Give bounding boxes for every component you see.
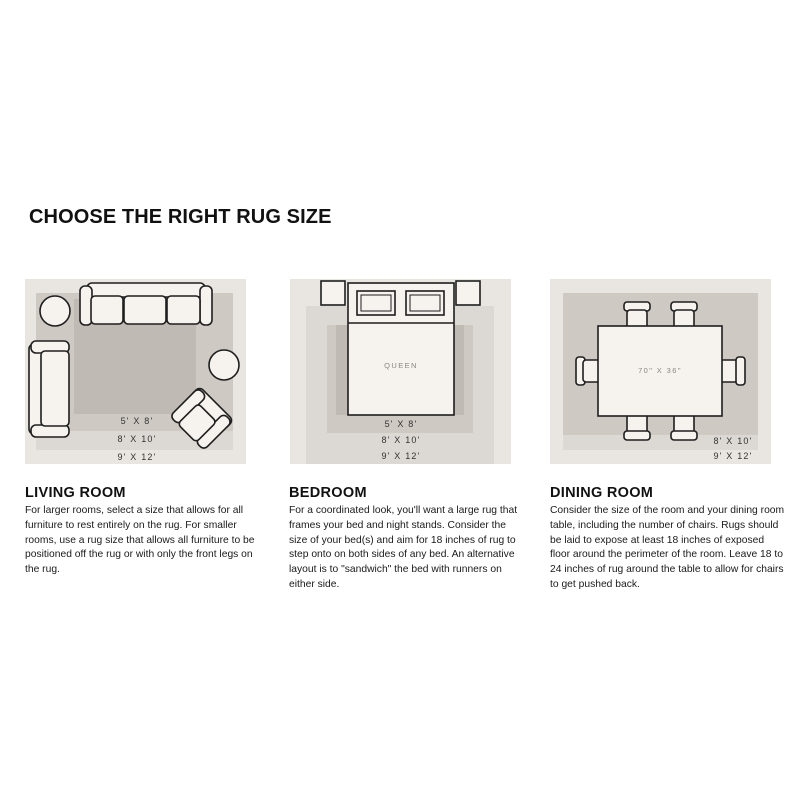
page-title: CHOOSE THE RIGHT RUG SIZE (29, 206, 332, 228)
size-label-5x8: 5' X 8' (384, 419, 418, 429)
bed-icon (348, 283, 454, 415)
living-room-heading: LIVING ROOM (25, 485, 126, 501)
nightstand-icon (456, 281, 480, 305)
size-label-9x12: 9' X 12' (381, 451, 421, 461)
bedroom-diagram (290, 279, 511, 464)
bedroom-description: For a coordinated look, you'll want a large rug that frames your bed and night stands. Consider the size of your bed(s) and aim for 18 inches of rug to step onto on both sides of any bed. An alternative layout is to "sandwich" the bed with runners on either side. (289, 505, 518, 590)
bedroom-heading: BEDROOM (289, 485, 367, 501)
bed-size-label: QUEEN (384, 361, 418, 370)
dining-room-section (550, 484, 786, 593)
dining-room-diagram (550, 279, 771, 464)
size-label-9x12: 9' X 12' (117, 452, 157, 462)
dining-room-floorplan (550, 279, 771, 464)
size-label-8x10: 8' X 10' (381, 435, 421, 445)
loveseat-icon (29, 341, 69, 437)
bedroom-floorplan (290, 279, 511, 464)
chair-icon (720, 357, 745, 385)
bedroom-section (289, 484, 525, 593)
size-label-8x10: 8' X 10' (713, 436, 753, 446)
living-room-description: For larger rooms, select a size that allows for all furniture to rest entirely on the rug. For smaller rooms, use a rug size that allows all furniture to be positioned off the rug or with only the front legs on the rug. (25, 505, 255, 576)
side-table-icon (40, 296, 70, 326)
living-room-diagram (25, 279, 246, 464)
living-room-floorplan (25, 279, 246, 464)
chair-icon (671, 414, 697, 440)
dining-room-description: Consider the size of the room and your dining room table, including the number of chairs. Rugs should be laid to expose at least 18 inches of exposed floor around the perimeter of the room. Leave 18 to 24 inches of rug around the table to allow for chairs to get pushed back. (550, 505, 785, 590)
size-label-5x8: 5' X 8' (120, 416, 154, 426)
dining-room-heading: DINING ROOM (550, 485, 654, 501)
size-label-8x10: 8' X 10' (117, 434, 157, 444)
chair-icon (624, 414, 650, 440)
sofa-icon (80, 283, 212, 325)
living-room-section (25, 484, 261, 578)
size-label-9x12: 9' X 12' (713, 451, 753, 461)
table-size-label: 70" X 36" (638, 366, 682, 375)
nightstand-icon (321, 281, 345, 305)
side-table-icon (209, 350, 239, 380)
